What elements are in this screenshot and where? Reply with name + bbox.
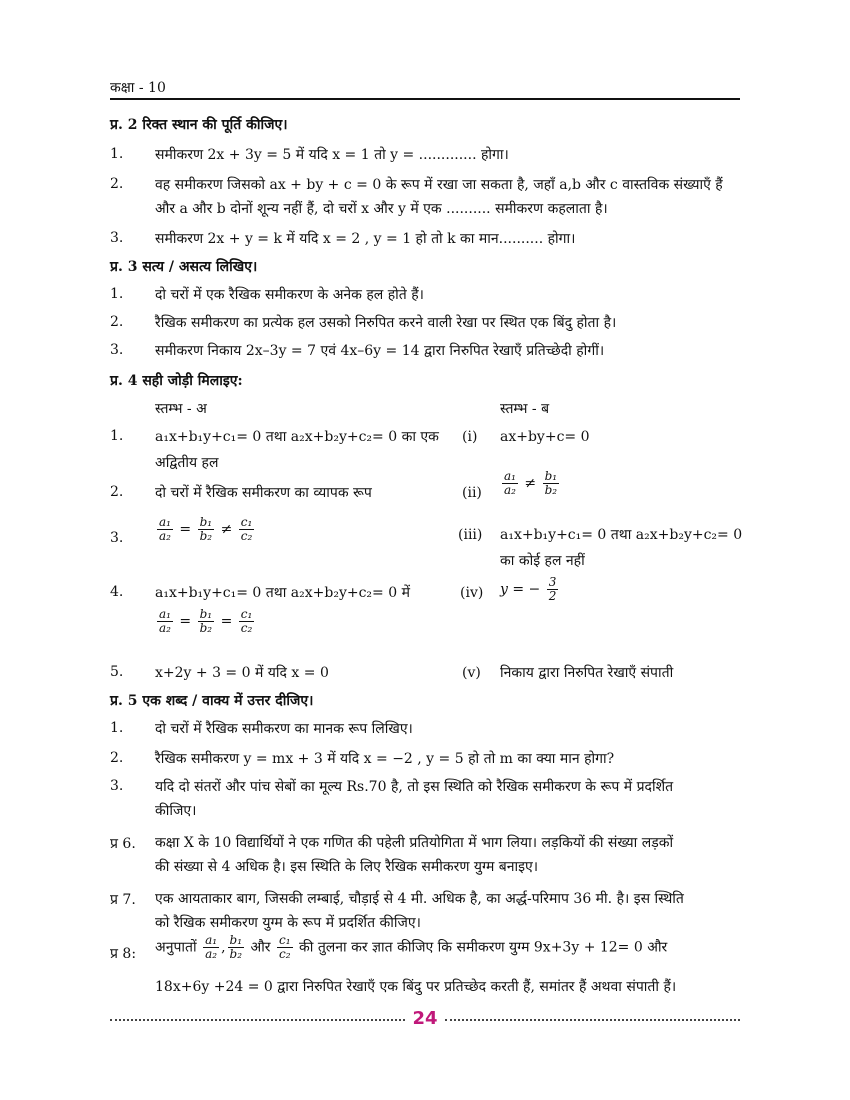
match-a-text: x+2y + 3 = 0 में यदि x = 0 — [155, 665, 329, 681]
q2-item-text: समीकरण 2x + 3y = 5 में यदि x = 1 तो y = ............. होगा। — [155, 147, 509, 163]
q7-text: एक आयताकार बाग, जिसकी लम्बाई, चौड़ाई से 4 मी. अधिक है, का अर्द्ध-परिमाप 36 मी. है। इस स्थिति — [155, 891, 684, 907]
q7-number: प्र 7. — [110, 892, 136, 908]
q5-item-number: 3. — [110, 778, 124, 794]
q4-title: प्र. 4 सही जोड़ी मिलाइए: — [110, 373, 243, 389]
match-row-number: 4. — [110, 584, 124, 600]
match-a-text: दो चरों में रैखिक समीकरण का व्यापक रूप — [155, 485, 372, 501]
match-b-text: a₁x+b₁y+c₁= 0 तथा a₂x+b₂y+c₂= 0 — [500, 527, 743, 543]
match-row-number: 5. — [110, 664, 124, 680]
match-b-label: (v) — [462, 665, 481, 681]
q7-continuation: को रैखिक समीकरण युग्म के रूप में प्रदर्शित कीजिए। — [155, 915, 421, 931]
footer-ornament-right — [445, 1019, 740, 1021]
q3-item-text: दो चरों में एक रैखिक समीकरण के अनेक हल होते हैं। — [155, 287, 424, 303]
match-a-continuation: अद्वितीय हल — [155, 455, 219, 471]
match-b-label: (iii) — [458, 527, 483, 543]
q3-item-number: 2. — [110, 314, 124, 330]
footer-ornament-left — [110, 1019, 405, 1021]
match-row-number: 1. — [110, 428, 124, 444]
q5-title: प्र. 5 एक शब्द / वाक्य में उत्तर दीजिए। — [110, 693, 314, 709]
q3-item-number: 1. — [110, 286, 124, 302]
fraction: $\frac{\text{c₁}}{\text{c₂}}$ — [240, 607, 253, 635]
q2-item-number: 1. — [110, 146, 124, 162]
q6-continuation: की संख्या से 4 अधिक है। इस स्थिति के लिए रैखिक समीकरण युग्म बनाइए। — [155, 859, 539, 875]
fraction: $\frac{\text{a₁}}{\text{a₂}}$ — [159, 607, 171, 635]
q3-item-number: 3. — [110, 342, 124, 358]
match-row-number: 2. — [110, 484, 124, 500]
fraction: $\frac{\text{a₁}}{\text{a₂}}$ — [159, 515, 171, 543]
match-a-text: a₁x+b₁y+c₁= 0 तथा a₂x+b₂y+c₂= 0 का एक — [155, 429, 439, 445]
q5-item-text: रैखिक समीकरण y = mx + 3 में यदि x = −2 , y = 5 हो तो m का क्या मान होगा? — [155, 751, 615, 767]
column-a-heading: स्तम्भ - अ — [155, 401, 207, 417]
match-a-expression: $\frac{\text{a₁}}{\text{a₂}}$ = $\frac{\text{b₁}}{\text{b₂}}$ ≠ $\frac{\text{c₁}}{\text{c₂}}$ — [159, 515, 253, 543]
fraction: $\frac{\text{b₁}}{\text{b₂}}$ — [229, 933, 243, 961]
match-b-label: (i) — [462, 429, 478, 445]
page-footer — [110, 1010, 740, 1030]
match-b-text: निकाय द्वारा निरुपित रेखाएँ संपाती — [500, 665, 674, 681]
page-number: 24 — [412, 1008, 438, 1029]
q2-item-text: समीकरण 2x + y = k में यदि x = 2 , y = 1 हो तो k का मान.......... होगा। — [155, 231, 576, 247]
fraction: $\frac{\text{b₁}}{\text{b₂}}$ — [544, 469, 558, 497]
fraction: $\frac{\text{a₁}}{\text{a₂}}$ — [504, 469, 516, 497]
q6-number: प्र 6. — [110, 836, 136, 852]
q5-item-text: यदि दो संतरों और पांच सेबों का मूल्य Rs.70 है, तो इस स्थिति को रैखिक समीकरण के रूप में प्रदर्शित — [155, 779, 674, 795]
q2-item-text: वह समीकरण जिसको ax + by + c = 0 के रूप में रखा जा सकता है, जहाँ a,b और c वास्तविक संख्याएँ हैं — [155, 177, 723, 193]
q5-item-continuation: कीजिए। — [155, 803, 197, 819]
q8-continuation: 18x+6y +24 = 0 द्वारा निरुपित रेखाएँ एक बिंदु पर प्रतिच्छेद करती हैं, समांतर हैं अथवा संपाती हैं। — [155, 979, 677, 995]
fraction: $\frac{3}{2}$ — [548, 575, 557, 603]
header-divider — [110, 98, 740, 100]
q2-item-continuation: और a और b दोनों शून्य नहीं हैं, दो चरों x और y में एक .......... समीकरण कहलाता है। — [155, 201, 608, 217]
fraction: $\frac{\text{c₁}}{\text{c₂}}$ — [240, 515, 253, 543]
q2-item-number: 3. — [110, 230, 124, 246]
class-header: कक्षा - 10 — [110, 80, 166, 96]
match-b-text: ax+by+c= 0 — [500, 429, 590, 445]
q5-item-number: 1. — [110, 720, 124, 736]
fraction: $\frac{\text{a₁}}{\text{a₂}}$ — [205, 933, 218, 961]
q3-title: प्र. 3 सत्य / असत्य लिखिए। — [110, 259, 258, 275]
q2-title: प्र. 2 रिक्त स्थान की पूर्ति कीजिए। — [110, 117, 288, 133]
match-b-label: (ii) — [462, 485, 482, 501]
q2-item-number: 2. — [110, 176, 124, 192]
fraction: $\frac{\text{b₁}}{\text{b₂}}$ — [199, 607, 213, 635]
q5-item-text: दो चरों में रैखिक समीकरण का मानक रूप लिखिए। — [155, 721, 413, 737]
match-a-expression: $\frac{\text{a₁}}{\text{a₂}}$ = $\frac{\text{b₁}}{\text{b₂}}$ = $\frac{\text{c₁}}{\text{c₂}}$ — [159, 607, 253, 635]
q8-number: प्र 8: — [110, 946, 137, 962]
match-b-label: (iv) — [460, 585, 484, 601]
q3-item-text: रैखिक समीकरण का प्रत्येक हल उसको निरुपित करने वाली रेखा पर स्थित एक बिंदु होता है। — [155, 315, 617, 331]
q6-text: कक्षा X के 10 विद्यार्थियों ने एक गणित की पहेली प्रतियोगिता में भाग लिया। लड़कियों की संख्या लड़कों — [155, 835, 674, 851]
q8-text: अनुपातों $\frac{\text{a₁}}{\text{a₂}}$ , $\frac{\text{b₁}}{\text{b₂}}$ और $\frac{\text{c₁}}{\text{c₂}}$ की तुलना कर ज्ञात कीजिए कि समीकरण युग्म 9x+3y + 12= 0 और — [155, 933, 668, 961]
q3-item-text: समीकरण निकाय 2x–3y = 7 एवं 4x–6y = 14 द्वारा निरुपित रेखाएँ प्रतिच्छेदी होगीं। — [155, 343, 605, 359]
match-b-continuation: का कोई हल नहीं — [500, 553, 585, 569]
column-b-heading: स्तम्भ - ब — [500, 401, 550, 417]
q5-item-number: 2. — [110, 750, 124, 766]
fraction: $\frac{\text{c₁}}{\text{c₂}}$ — [279, 933, 291, 961]
match-b-expression: $\frac{\text{a₁}}{\text{a₂}}$ ≠ $\frac{\text{b₁}}{\text{b₂}}$ — [504, 469, 558, 497]
match-row-number: 3. — [110, 530, 124, 546]
match-b-expression: y = − $\frac{3}{2}$ — [500, 575, 557, 603]
match-a-text: a₁x+b₁y+c₁= 0 तथा a₂x+b₂y+c₂= 0 में — [155, 585, 410, 601]
fraction: $\frac{\text{b₁}}{\text{b₂}}$ — [199, 515, 213, 543]
